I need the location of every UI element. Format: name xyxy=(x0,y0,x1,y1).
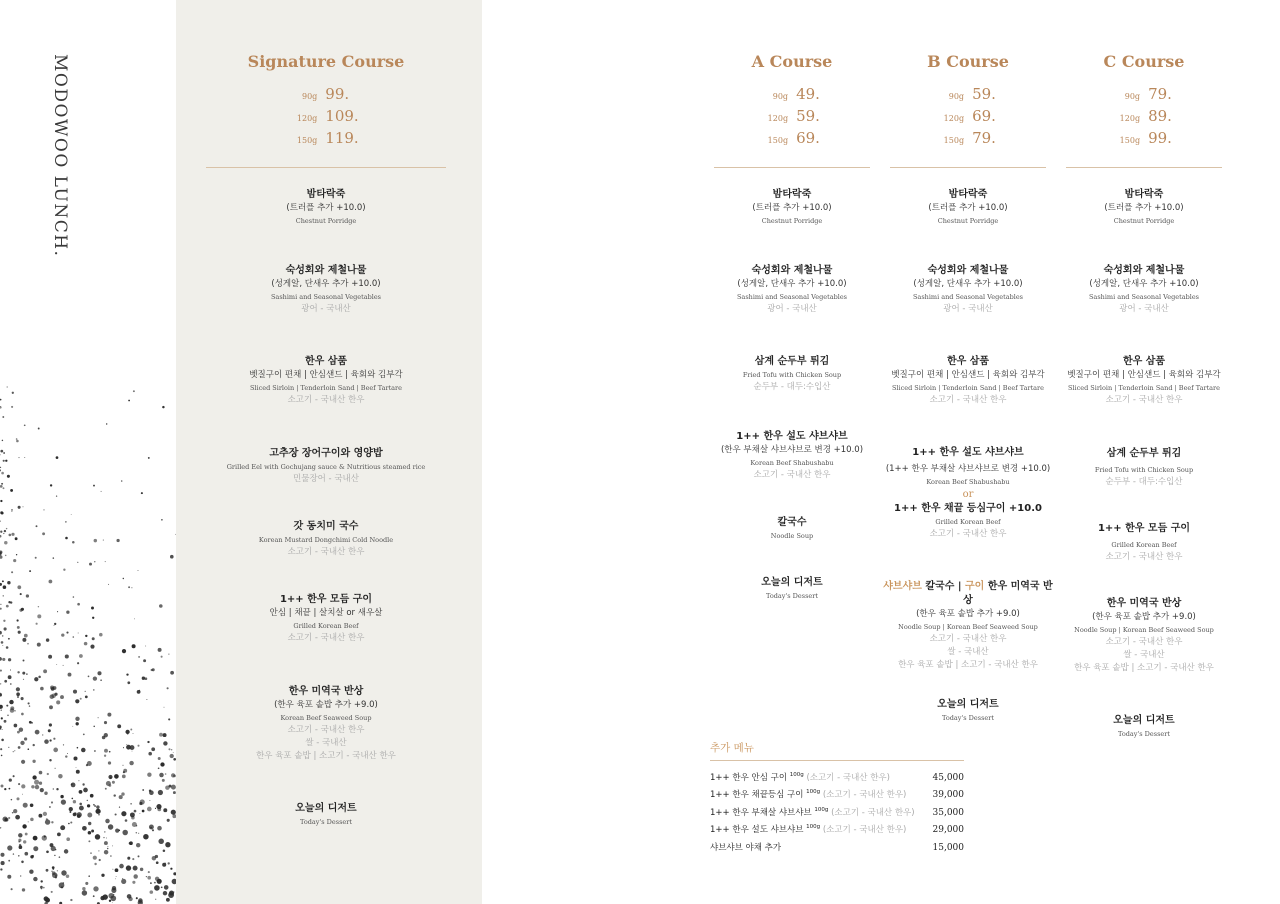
item-origin: 소고기 - 국내산 한우 xyxy=(287,395,365,405)
menu-item-seaweed-soup xyxy=(1056,597,1232,675)
item-english: Grilled Korean Beef xyxy=(293,622,359,630)
item-origin: 소고기 - 국내산 한우 xyxy=(753,470,831,480)
price-row xyxy=(1116,107,1172,129)
item-name: 숙성회와 제철나물 xyxy=(927,265,1009,276)
menu-item-dessert xyxy=(206,802,446,828)
price-row xyxy=(940,107,996,129)
item-name: 밤타락죽 xyxy=(948,189,988,200)
price-value: 109. xyxy=(325,107,359,125)
extras-row xyxy=(710,788,964,800)
item-origin: 민물장어 - 국내산 xyxy=(293,474,359,484)
menu-item-noodle xyxy=(206,520,446,559)
item-name: 삼계 순두부 튀김 xyxy=(754,356,830,367)
item-option: (성게알, 단새우 추가 +10.0) xyxy=(913,279,1023,289)
item-origin: 소고기 - 국내산 한우 xyxy=(1105,637,1183,647)
item-name xyxy=(880,580,1056,608)
price-list xyxy=(1116,85,1172,151)
item-english: Chestnut Porridge xyxy=(761,217,823,225)
menu-item-sashimi xyxy=(714,264,870,316)
item-option: (한우 육포 솥밥 추가 +9.0) xyxy=(274,700,378,710)
price-value: 59. xyxy=(796,107,820,125)
item-option: (1++ 한우 부채살 샤브샤브로 변경 +10.0) xyxy=(885,464,1051,474)
extras-item xyxy=(710,823,906,835)
item-english: Chestnut Porridge xyxy=(1113,217,1175,225)
menu-item-dessert xyxy=(880,698,1056,724)
item-name: 오늘의 디저트 xyxy=(295,803,357,814)
course-title: C Course xyxy=(1103,52,1185,71)
extras-name: 1++ 한우 부채살 샤브샤브 xyxy=(710,808,812,818)
menu-item-porridge xyxy=(1056,188,1232,227)
item-name: 한우 삼품 xyxy=(304,356,348,367)
extras-row xyxy=(710,841,964,853)
item-origin: 소고기 - 국내산 한우 xyxy=(287,633,365,643)
extras-divider xyxy=(710,760,964,761)
item-name: 밤타락죽 xyxy=(306,189,346,200)
item-english: Grilled Eel with Gochujang sauce & Nutritious steamed rice xyxy=(226,463,426,471)
item-name: 오늘의 디저트 xyxy=(1113,715,1175,726)
divider xyxy=(1066,167,1222,168)
menu-item-porridge xyxy=(880,188,1056,227)
item-english: Today's Dessert xyxy=(766,592,818,600)
item-name: 칼국수 xyxy=(777,517,807,528)
item-name-shabu: 샤브샤브 xyxy=(883,581,922,592)
extras-price: 39,000 xyxy=(932,790,964,800)
item-option: (성게알, 단새우 추가 +10.0) xyxy=(737,279,847,289)
item-english: Today's Dessert xyxy=(300,818,352,826)
item-origin: 소고기 - 국내산 한우 xyxy=(929,395,1007,405)
course-title: A Course xyxy=(751,52,833,71)
extras-item xyxy=(710,841,781,853)
price-row xyxy=(293,107,358,129)
extras-gram: 100g xyxy=(806,789,821,796)
price-list xyxy=(764,85,820,151)
menu-item-kalguksu-or-soup xyxy=(880,580,1056,672)
extras-origin: (소고기 - 국내산 한우) xyxy=(822,790,907,800)
item-name: 밤타락죽 xyxy=(772,189,812,200)
menu-item-grill xyxy=(1056,522,1232,564)
menu-item-seaweed-soup xyxy=(206,685,446,763)
weight-label: 120g xyxy=(296,114,318,123)
weight-label: 90g xyxy=(1124,92,1141,101)
weight-label: 120g xyxy=(1119,114,1141,123)
item-origin: 순두부 - 대두:수입산 xyxy=(753,382,831,392)
menu-item-porridge xyxy=(206,188,446,227)
item-name: 삼계 순두부 튀김 xyxy=(1106,448,1182,459)
extras-price: 29,000 xyxy=(932,825,964,835)
item-english: Korean Beef Shabushabu xyxy=(750,459,834,467)
brand-title-vertical xyxy=(44,54,84,258)
menu-item-hanwoo-three xyxy=(206,355,446,407)
item-name: 오늘의 디저트 xyxy=(937,699,999,710)
extras-origin: (소고기 - 국내산 한우) xyxy=(806,773,890,783)
item-option: (한우 육포 솥밥 추가 +9.0) xyxy=(916,609,1020,619)
item-option: (트러플 추가 +10.0) xyxy=(752,203,832,213)
item-english: Korean Beef Seaweed Soup xyxy=(280,714,372,722)
extras-name: 1++ 한우 안심 구이 xyxy=(710,773,788,783)
item-name: 한우 삼품 xyxy=(1122,356,1166,367)
item-origin: 쌀 - 국내산 xyxy=(1123,650,1165,660)
item-english: Noodle Soup | Korean Beef Seaweed Soup xyxy=(1074,626,1214,634)
item-name: 한우 미역국 반상 xyxy=(1106,598,1182,609)
price-row xyxy=(293,129,358,151)
price-row xyxy=(293,85,358,107)
price-row xyxy=(764,129,820,151)
item-option: (트러플 추가 +10.0) xyxy=(286,203,366,213)
price-row xyxy=(940,85,996,107)
item-english: Sliced Sirloin | Tenderloin Sand | Beef Tartare xyxy=(249,384,403,392)
signature-course-column xyxy=(206,52,446,852)
item-english: Sliced Sirloin | Tenderloin Sand | Beef Tartare xyxy=(891,384,1045,392)
item-option: 벳질구이 편채 | 안심샌드 | 육회와 김부각 xyxy=(1067,370,1221,380)
item-origin: 광어 - 국내산 xyxy=(767,304,817,314)
price-value: 69. xyxy=(796,129,820,147)
extras-origin: (소고기 - 국내산 한우) xyxy=(831,808,915,818)
item-english: Grilled Korean Beef xyxy=(1111,541,1177,549)
item-name: 숙성회와 제철나물 xyxy=(751,265,833,276)
menu-item-sashimi xyxy=(1056,264,1232,316)
item-origin: 광어 - 국내산 xyxy=(301,304,351,314)
menu-item-hanwoo-three xyxy=(880,355,1056,407)
price-row xyxy=(940,129,996,151)
extras-row xyxy=(710,823,964,835)
item-option: 벳질구이 편채 | 안심샌드 | 육회와 김부각 xyxy=(249,370,403,380)
item-option: (한우 육포 솥밥 추가 +9.0) xyxy=(1092,612,1196,622)
item-english: Chestnut Porridge xyxy=(937,217,999,225)
item-option: 안심 | 채끝 | 살치살 or 새우살 xyxy=(269,608,383,618)
price-row xyxy=(1116,129,1172,151)
item-origin: 소고기 - 국내산 한우 xyxy=(929,634,1007,644)
item-name: 한우 미역국 반상 xyxy=(288,686,364,697)
ink-splatter-texture xyxy=(0,0,176,904)
item-name: 오늘의 디저트 xyxy=(761,577,823,588)
item-origin: 소고기 - 국내산 한우 xyxy=(1105,395,1183,405)
extras-row xyxy=(710,806,964,818)
price-list xyxy=(293,85,358,151)
item-name: 밤타락죽 xyxy=(1124,189,1164,200)
item-name: 숙성회와 제철나물 xyxy=(285,265,367,276)
or-separator: or xyxy=(962,489,974,500)
item-origin: 광어 - 국내산 xyxy=(1119,304,1169,314)
item-english: Today's Dessert xyxy=(942,714,994,722)
item-name: 1++ 한우 설도 샤브샤브 xyxy=(912,447,1024,458)
item-option: (트러플 추가 +10.0) xyxy=(1104,203,1184,213)
item-origin: 한우 육포 솥밥 | 소고기 - 국내산 한우 xyxy=(898,660,1038,670)
extras-gram: 100g xyxy=(806,824,821,831)
price-value: 79. xyxy=(972,129,996,147)
extras-price: 35,000 xyxy=(932,808,964,818)
item-origin: 한우 육포 솥밥 | 소고기 - 국내산 한우 xyxy=(1074,663,1214,673)
price-value: 119. xyxy=(325,129,359,147)
item-origin: 쌀 - 국내산 xyxy=(305,738,347,748)
price-row xyxy=(764,107,820,129)
extras-name: 샤브샤브 야채 추가 xyxy=(710,843,782,853)
c-course-column xyxy=(1056,52,1232,752)
price-value: 89. xyxy=(1148,107,1172,125)
menu-item-shabu-or-grill xyxy=(880,446,1056,541)
menu-item-sashimi xyxy=(206,264,446,316)
weight-label: 120g xyxy=(767,114,789,123)
item-option: 벳질구이 편채 | 안심샌드 | 육회와 김부각 xyxy=(891,370,1045,380)
item-english: Sashimi and Seasonal Vegetables xyxy=(1088,293,1200,301)
extras-row xyxy=(710,771,964,783)
item-name: 1++ 한우 모듬 구이 xyxy=(279,594,373,605)
extras-gram: 100g xyxy=(789,772,804,779)
item-origin: 쌀 - 국내산 xyxy=(947,647,989,657)
item-english: Sashimi and Seasonal Vegetables xyxy=(912,293,1024,301)
item-origin: 한우 육포 솥밥 | 소고기 - 국내산 한우 xyxy=(256,751,396,761)
weight-label: 90g xyxy=(948,92,965,101)
item-english: Korean Beef Shabushabu xyxy=(926,478,1010,486)
course-title: B Course xyxy=(927,52,1009,71)
item-english: Chestnut Porridge xyxy=(295,217,357,225)
brand-title: MODOWOO LUNCH. xyxy=(50,54,70,258)
price-value: 99. xyxy=(1148,129,1172,147)
weight-label: 150g xyxy=(1119,136,1141,145)
price-row xyxy=(1116,85,1172,107)
item-english: Sashimi and Seasonal Vegetables xyxy=(736,293,848,301)
menu-item-hanwoo-three xyxy=(1056,355,1232,407)
a-course-column xyxy=(714,52,870,612)
item-option: (한우 부채살 샤브샤브로 변경 +10.0) xyxy=(720,445,864,455)
extras-item xyxy=(710,771,890,783)
item-name: 숙성회와 제철나물 xyxy=(1103,265,1185,276)
item-name-soup: 한우 미역국 반상 xyxy=(963,581,1053,606)
decorative-ink-splatter xyxy=(0,0,176,904)
divider xyxy=(206,167,446,168)
item-origin: 소고기 - 국내산 한우 xyxy=(287,547,365,557)
item-origin: 소고기 - 국내산 한우 xyxy=(1105,552,1183,562)
item-english: Noodle Soup | Korean Beef Seaweed Soup xyxy=(898,623,1038,631)
price-value: 59. xyxy=(972,85,996,103)
extras-price: 45,000 xyxy=(932,773,964,783)
extras-item xyxy=(710,806,915,818)
price-value: 79. xyxy=(1148,85,1172,103)
item-origin: 순두부 - 대두:수입산 xyxy=(1105,477,1183,487)
menu-item-porridge xyxy=(714,188,870,227)
extras-name: 1++ 한우 설도 샤브샤브 xyxy=(710,825,804,835)
item-option: (트러플 추가 +10.0) xyxy=(928,203,1008,213)
item-origin: 소고기 - 국내산 한우 xyxy=(929,529,1007,539)
extras-name: 1++ 한우 채끝등심 구이 xyxy=(710,790,804,800)
menu-item-dessert xyxy=(714,576,870,602)
price-value: 69. xyxy=(972,107,996,125)
item-english: Noodle Soup xyxy=(770,532,814,540)
menu-item-sashimi xyxy=(880,264,1056,316)
item-option: (성게알, 단새우 추가 +10.0) xyxy=(1089,279,1199,289)
weight-label: 150g xyxy=(296,136,318,145)
item-english: Fried Tofu with Chicken Soup xyxy=(1094,466,1194,474)
menu-item-grill xyxy=(206,593,446,645)
item-name: 갓 동치미 국수 xyxy=(293,521,359,532)
item-english: Sashimi and Seasonal Vegetables xyxy=(270,293,382,301)
extras-price: 15,000 xyxy=(932,843,964,853)
item-name: 1++ 한우 모듬 구이 xyxy=(1097,523,1191,534)
menu-item-eel xyxy=(206,447,446,486)
item-english-alt: Grilled Korean Beef xyxy=(935,518,1001,526)
menu-item-tofu xyxy=(1056,447,1232,489)
item-name-kalguksu: 칼국수 | xyxy=(921,581,965,592)
extras-item xyxy=(710,788,906,800)
item-english: Korean Mustard Dongchimi Cold Noodle xyxy=(258,536,394,544)
item-name-alt: 1++ 한우 채끝 등심구이 +10.0 xyxy=(894,503,1042,514)
weight-label: 120g xyxy=(943,114,965,123)
weight-label: 150g xyxy=(767,136,789,145)
extras-gram: 100g xyxy=(814,807,829,814)
extras-origin: (소고기 - 국내산 한우) xyxy=(822,825,907,835)
weight-label: 90g xyxy=(772,92,789,101)
price-value: 49. xyxy=(796,85,820,103)
item-name: 1++ 한우 설도 샤브샤브 xyxy=(736,431,848,442)
price-row xyxy=(764,85,820,107)
divider xyxy=(714,167,870,168)
b-course-column xyxy=(880,52,1056,732)
item-origin: 소고기 - 국내산 한우 xyxy=(287,725,365,735)
weight-label: 150g xyxy=(943,136,965,145)
item-name: 고추장 장어구이와 영양밥 xyxy=(269,448,383,459)
item-english: Today's Dessert xyxy=(1118,730,1170,738)
item-option: (성게알, 단새우 추가 +10.0) xyxy=(271,279,381,289)
menu-item-tofu xyxy=(714,355,870,394)
item-origin: 광어 - 국내산 xyxy=(943,304,993,314)
weight-label: 90g xyxy=(301,92,318,101)
menu-item-shabu xyxy=(714,430,870,482)
item-name: 한우 삼품 xyxy=(946,356,990,367)
menu-item-kalguksu xyxy=(714,516,870,542)
item-english: Sliced Sirloin | Tenderloin Sand | Beef Tartare xyxy=(1067,384,1221,392)
course-title: Signature Course xyxy=(247,52,405,71)
item-name-grill: 구이 xyxy=(964,581,985,592)
item-english: Fried Tofu with Chicken Soup xyxy=(742,371,842,379)
extras-title: 추가 메뉴 xyxy=(710,742,754,754)
price-value: 99. xyxy=(325,85,350,103)
price-list xyxy=(940,85,996,151)
menu-item-dessert xyxy=(1056,714,1232,740)
divider xyxy=(890,167,1046,168)
